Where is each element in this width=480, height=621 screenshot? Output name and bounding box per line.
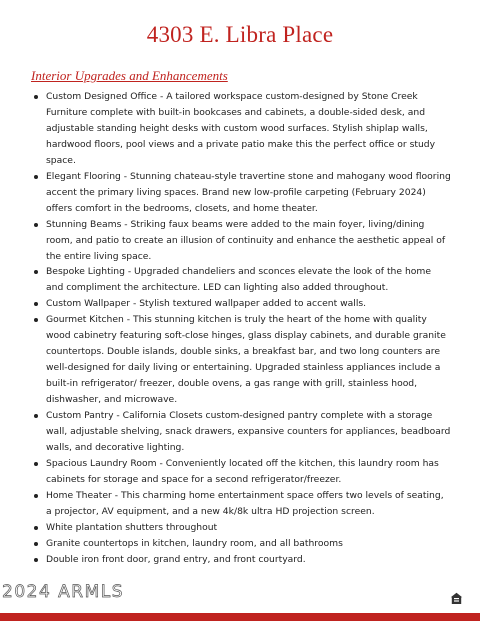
list-item: Granite countertops in kitchen, laundry room, and all bathrooms (46, 536, 451, 552)
section-heading: Interior Upgrades and Enhancements (31, 68, 228, 83)
list-item: Custom Designed Office - A tailored workspace custom-designed by Stone Creek Furniture complete with built-in bookcases and cabinets, a double-sided desk, and adjustable standing height desks with custom wood surfaces. Stylish shiplap walls, hardwood floors, pool views and a private patio make this the perfect office or study space. (46, 89, 451, 169)
list-item: Double iron front door, grand entry, and front courtyard. (46, 552, 451, 568)
upgrades-list (46, 89, 451, 568)
list-item: White plantation shutters throughout (46, 520, 451, 536)
list-item: Home Theater - This charming home entertainment space offers two levels of seating, a projector, AV equipment, and a new 4k/8k ultra HD projection screen. (46, 488, 451, 520)
equal-housing-opportunity-icon (450, 592, 463, 605)
list-item: Gourmet Kitchen - This stunning kitchen is truly the heart of the home with quality wood cabinetry featuring soft-close hinges, glass display cabinets, and durable granite countertops. Double islands, double sinks, a breakfast bar, and two long counters are well-designed for daily living or entertaining. Upgraded stainless appliances include a built-in refrigerator/ freezer, double ovens, a gas range with grill, stainless hood, dishwasher, and microwave. (46, 312, 451, 408)
list-item: Elegant Flooring - Stunning chateau-style travertine stone and mahogany wood flooring accent the primary living spaces. Brand new low-profile carpeting (February 2024) offers comfort in the bedrooms, closets, and home theater. (46, 169, 451, 217)
list-item: Custom Pantry - California Closets custom-designed pantry complete with a storage wall, adjustable shelving, snack drawers, expansive counters for appliances, beadboard walls, and decorative lighting. (46, 408, 451, 456)
list-item: Spacious Laundry Room - Conveniently located off the kitchen, this laundry room has cabinets for storage and space for a second refrigerator/freezer. (46, 456, 451, 488)
copyright-watermark: 2024 ARMLS (2, 582, 125, 602)
list-item: Bespoke Lighting - Upgraded chandeliers and sconces elevate the look of the home and compliment the architecture. LED can lighting also added throughout. (46, 264, 451, 296)
footer-accent-bar (0, 613, 480, 621)
page-title: 4303 E. Libra Place (146, 22, 334, 47)
list-item: Custom Wallpaper - Stylish textured wallpaper added to accent walls. (46, 296, 451, 312)
list-item: Stunning Beams - Striking faux beams were added to the main foyer, living/dining room, and patio to create an illusion of continuity and enhance the aesthetic appeal of the entire living space. (46, 217, 451, 265)
